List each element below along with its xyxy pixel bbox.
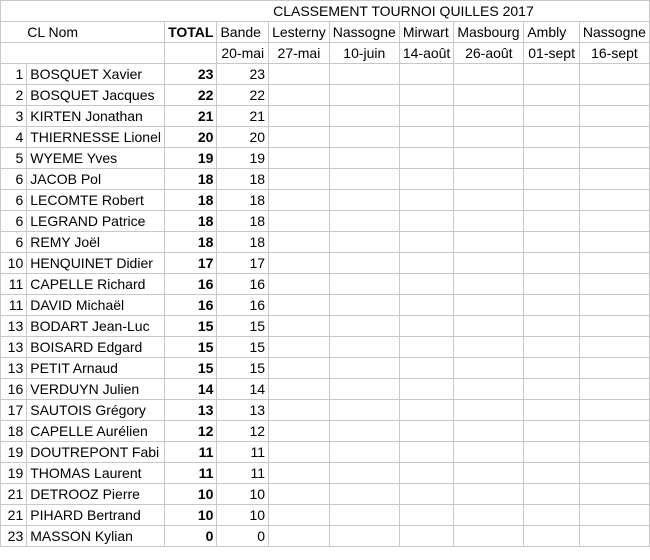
table-row (1, 169, 650, 190)
table-row (1, 484, 650, 505)
name-cell[interactable]: REMY Joël (27, 232, 165, 253)
empty-score-cell[interactable] (269, 484, 330, 505)
bande-score-cell[interactable]: 20 (217, 127, 269, 148)
table-row (1, 85, 650, 106)
empty-score-cell[interactable] (329, 211, 399, 232)
table-row (1, 316, 650, 337)
total-cell[interactable]: 16 (165, 274, 217, 295)
total-cell[interactable]: 14 (165, 379, 217, 400)
empty-score-cell[interactable] (329, 64, 399, 85)
table-row (1, 148, 650, 169)
empty-score-cell[interactable] (269, 169, 330, 190)
table-row (1, 526, 650, 547)
empty-score-cell[interactable] (454, 442, 524, 463)
empty-score-cell[interactable] (579, 127, 649, 148)
empty-score-cell[interactable] (579, 400, 649, 421)
total-cell[interactable]: 11 (165, 442, 217, 463)
rank-cell[interactable]: 1 (1, 64, 27, 85)
name-cell[interactable]: BODART Jean-Luc (27, 316, 165, 337)
col-header-date[interactable]: 01-sept (524, 43, 580, 64)
empty-score-cell[interactable] (329, 526, 399, 547)
empty-score-cell[interactable] (579, 211, 649, 232)
rank-cell[interactable]: 6 (1, 169, 27, 190)
empty-score-cell[interactable] (269, 295, 330, 316)
total-cell[interactable]: 17 (165, 253, 217, 274)
col-header-event[interactable]: Nassogne (579, 22, 649, 43)
bande-score-cell[interactable]: 15 (217, 358, 269, 379)
total-cell[interactable]: 18 (165, 169, 217, 190)
empty-score-cell[interactable] (399, 127, 453, 148)
total-cell[interactable]: 10 (165, 484, 217, 505)
empty-score-cell[interactable] (579, 106, 649, 127)
empty-score-cell[interactable] (579, 316, 649, 337)
empty-score-cell[interactable] (329, 232, 399, 253)
total-cell[interactable]: 0 (165, 526, 217, 547)
col-header-date[interactable]: 14-août (399, 43, 453, 64)
header-row-dates (1, 43, 650, 64)
sheet-title[interactable]: CLASSEMENT TOURNOI QUILLES 2017 (269, 1, 650, 22)
empty-score-cell[interactable] (579, 484, 649, 505)
empty-score-cell[interactable] (399, 358, 453, 379)
empty-score-cell[interactable] (524, 421, 580, 442)
empty-score-cell[interactable] (399, 463, 453, 484)
empty-score-cell[interactable] (524, 358, 580, 379)
empty-score-cell[interactable] (524, 505, 580, 526)
total-cell[interactable]: 20 (165, 127, 217, 148)
empty-score-cell[interactable] (454, 85, 524, 106)
table-row (1, 190, 650, 211)
cell[interactable] (1, 43, 27, 64)
empty-score-cell[interactable] (269, 505, 330, 526)
empty-score-cell[interactable] (524, 442, 580, 463)
name-cell[interactable]: CAPELLE Aurélien (27, 421, 165, 442)
empty-score-cell[interactable] (579, 526, 649, 547)
rank-cell[interactable]: 11 (1, 274, 27, 295)
rank-cell[interactable]: 16 (1, 379, 27, 400)
name-cell[interactable]: PIHARD Bertrand (27, 505, 165, 526)
empty-score-cell[interactable] (454, 379, 524, 400)
bande-score-cell[interactable]: 23 (217, 64, 269, 85)
empty-score-cell[interactable] (329, 190, 399, 211)
empty-score-cell[interactable] (579, 358, 649, 379)
empty-score-cell[interactable] (399, 169, 453, 190)
col-header-date[interactable]: 20-mai (217, 43, 269, 64)
bande-score-cell[interactable]: 11 (217, 442, 269, 463)
table-row (1, 400, 650, 421)
empty-score-cell[interactable] (524, 232, 580, 253)
rank-cell[interactable]: 6 (1, 211, 27, 232)
empty-score-cell[interactable] (269, 64, 330, 85)
empty-score-cell[interactable] (329, 274, 399, 295)
col-header-event[interactable]: Ambly (524, 22, 580, 43)
empty-score-cell[interactable] (329, 358, 399, 379)
total-cell[interactable]: 18 (165, 211, 217, 232)
empty-score-cell[interactable] (579, 379, 649, 400)
cell[interactable] (1, 22, 27, 43)
empty-score-cell[interactable] (269, 190, 330, 211)
bande-score-cell[interactable]: 22 (217, 85, 269, 106)
bande-score-cell[interactable]: 18 (217, 169, 269, 190)
empty-score-cell[interactable] (524, 316, 580, 337)
empty-score-cell[interactable] (399, 484, 453, 505)
name-cell[interactable]: BOISARD Edgard (27, 337, 165, 358)
rank-cell[interactable]: 19 (1, 463, 27, 484)
rank-cell[interactable]: 10 (1, 253, 27, 274)
bande-score-cell[interactable]: 21 (217, 106, 269, 127)
empty-score-cell[interactable] (454, 232, 524, 253)
col-header-event[interactable]: Bande (217, 22, 269, 43)
empty-score-cell[interactable] (269, 358, 330, 379)
total-cell[interactable]: 18 (165, 190, 217, 211)
name-cell[interactable]: HENQUINET Didier (27, 253, 165, 274)
total-cell[interactable]: 13 (165, 400, 217, 421)
empty-score-cell[interactable] (269, 421, 330, 442)
rank-cell[interactable]: 19 (1, 442, 27, 463)
empty-score-cell[interactable] (269, 253, 330, 274)
bande-score-cell[interactable]: 13 (217, 400, 269, 421)
bande-score-cell[interactable]: 16 (217, 295, 269, 316)
empty-score-cell[interactable] (454, 253, 524, 274)
name-cell[interactable]: BOSQUET Jacques (27, 85, 165, 106)
empty-score-cell[interactable] (579, 463, 649, 484)
empty-score-cell[interactable] (454, 505, 524, 526)
empty-score-cell[interactable] (269, 316, 330, 337)
name-cell[interactable]: LECOMTE Robert (27, 190, 165, 211)
empty-score-cell[interactable] (269, 337, 330, 358)
table-row (1, 106, 650, 127)
empty-score-cell[interactable] (399, 106, 453, 127)
empty-score-cell[interactable] (579, 295, 649, 316)
empty-score-cell[interactable] (454, 358, 524, 379)
empty-score-cell[interactable] (269, 232, 330, 253)
total-cell[interactable]: 11 (165, 463, 217, 484)
rank-cell[interactable]: 21 (1, 484, 27, 505)
empty-score-cell[interactable] (579, 232, 649, 253)
header-row-events (1, 22, 650, 43)
rank-cell[interactable]: 11 (1, 295, 27, 316)
empty-score-cell[interactable] (329, 295, 399, 316)
total-cell[interactable]: 15 (165, 316, 217, 337)
empty-score-cell[interactable] (524, 337, 580, 358)
empty-score-cell[interactable] (579, 421, 649, 442)
bande-score-cell[interactable]: 18 (217, 190, 269, 211)
empty-score-cell[interactable] (269, 148, 330, 169)
name-cell[interactable]: THOMAS Laurent (27, 463, 165, 484)
col-header-total[interactable]: TOTAL (165, 22, 217, 43)
bande-score-cell[interactable]: 12 (217, 421, 269, 442)
col-header-event[interactable]: Mirwart (399, 22, 453, 43)
name-cell[interactable]: JACOB Pol (27, 169, 165, 190)
rank-cell[interactable]: 17 (1, 400, 27, 421)
table-row (1, 295, 650, 316)
empty-score-cell[interactable] (454, 526, 524, 547)
table-row (1, 379, 650, 400)
col-header-date[interactable]: 10-juin (329, 43, 399, 64)
bande-score-cell[interactable]: 18 (217, 211, 269, 232)
empty-score-cell[interactable] (329, 253, 399, 274)
empty-score-cell[interactable] (524, 400, 580, 421)
cell[interactable] (1, 1, 27, 22)
name-cell[interactable]: KIRTEN Jonathan (27, 106, 165, 127)
col-header-event[interactable]: Nassogne (329, 22, 399, 43)
rank-cell[interactable]: 13 (1, 358, 27, 379)
empty-score-cell[interactable] (399, 526, 453, 547)
empty-score-cell[interactable] (269, 127, 330, 148)
bande-score-cell[interactable]: 18 (217, 232, 269, 253)
rank-cell[interactable]: 2 (1, 85, 27, 106)
col-header-date[interactable]: 16-sept (579, 43, 649, 64)
bande-score-cell[interactable]: 11 (217, 463, 269, 484)
rank-cell[interactable]: 23 (1, 526, 27, 547)
empty-score-cell[interactable] (329, 127, 399, 148)
empty-score-cell[interactable] (454, 274, 524, 295)
empty-score-cell[interactable] (269, 400, 330, 421)
table-row (1, 505, 650, 526)
empty-score-cell[interactable] (329, 85, 399, 106)
empty-score-cell[interactable] (269, 274, 330, 295)
table-row (1, 232, 650, 253)
col-header-event[interactable]: Lesterny (269, 22, 330, 43)
total-cell[interactable]: 22 (165, 85, 217, 106)
title-row (1, 1, 650, 22)
total-cell[interactable]: 15 (165, 358, 217, 379)
table-row (1, 337, 650, 358)
bande-score-cell[interactable]: 16 (217, 274, 269, 295)
empty-score-cell[interactable] (399, 295, 453, 316)
empty-score-cell[interactable] (399, 211, 453, 232)
cell[interactable] (165, 1, 217, 22)
empty-score-cell[interactable] (524, 211, 580, 232)
total-cell[interactable]: 15 (165, 337, 217, 358)
bande-score-cell[interactable]: 0 (217, 526, 269, 547)
table-row (1, 127, 650, 148)
empty-score-cell[interactable] (399, 85, 453, 106)
empty-score-cell[interactable] (399, 421, 453, 442)
empty-score-cell[interactable] (399, 442, 453, 463)
empty-score-cell[interactable] (579, 148, 649, 169)
empty-score-cell[interactable] (454, 421, 524, 442)
empty-score-cell[interactable] (399, 148, 453, 169)
col-header-date[interactable]: 26-août (454, 43, 524, 64)
table-row (1, 421, 650, 442)
empty-score-cell[interactable] (329, 421, 399, 442)
rank-cell[interactable]: 13 (1, 337, 27, 358)
name-cell[interactable]: DAVID Michaël (27, 295, 165, 316)
col-header-event[interactable]: Masbourg (454, 22, 524, 43)
empty-score-cell[interactable] (454, 106, 524, 127)
empty-score-cell[interactable] (524, 169, 580, 190)
cell[interactable] (27, 1, 165, 22)
empty-score-cell[interactable] (524, 379, 580, 400)
bande-score-cell[interactable]: 10 (217, 484, 269, 505)
empty-score-cell[interactable] (329, 400, 399, 421)
empty-score-cell[interactable] (399, 400, 453, 421)
empty-score-cell[interactable] (399, 316, 453, 337)
rank-cell[interactable]: 21 (1, 505, 27, 526)
total-cell[interactable]: 23 (165, 64, 217, 85)
name-cell[interactable]: DOUTREPONT Fabi (27, 442, 165, 463)
empty-score-cell[interactable] (524, 85, 580, 106)
empty-score-cell[interactable] (329, 484, 399, 505)
empty-score-cell[interactable] (579, 505, 649, 526)
empty-score-cell[interactable] (399, 64, 453, 85)
table-row (1, 358, 650, 379)
cell[interactable] (217, 1, 269, 22)
rank-cell[interactable]: 6 (1, 232, 27, 253)
empty-score-cell[interactable] (269, 526, 330, 547)
empty-score-cell[interactable] (579, 274, 649, 295)
total-cell[interactable]: 10 (165, 505, 217, 526)
empty-score-cell[interactable] (329, 169, 399, 190)
empty-score-cell[interactable] (524, 190, 580, 211)
empty-score-cell[interactable] (524, 295, 580, 316)
empty-score-cell[interactable] (399, 253, 453, 274)
empty-score-cell[interactable] (269, 463, 330, 484)
empty-score-cell[interactable] (329, 148, 399, 169)
empty-score-cell[interactable] (269, 106, 330, 127)
empty-score-cell[interactable] (524, 484, 580, 505)
name-cell[interactable]: BOSQUET Xavier (27, 64, 165, 85)
table-row (1, 253, 650, 274)
empty-score-cell[interactable] (269, 85, 330, 106)
bande-score-cell[interactable]: 10 (217, 505, 269, 526)
rank-cell[interactable]: 4 (1, 127, 27, 148)
empty-score-cell[interactable] (399, 274, 453, 295)
empty-score-cell[interactable] (454, 64, 524, 85)
col-header-cl-nom[interactable]: CL Nom (27, 22, 165, 43)
empty-score-cell[interactable] (269, 379, 330, 400)
empty-score-cell[interactable] (579, 253, 649, 274)
name-cell[interactable]: DETROOZ Pierre (27, 484, 165, 505)
empty-score-cell[interactable] (329, 316, 399, 337)
empty-score-cell[interactable] (524, 148, 580, 169)
name-cell[interactable]: PETIT Arnaud (27, 358, 165, 379)
bande-score-cell[interactable]: 15 (217, 337, 269, 358)
empty-score-cell[interactable] (454, 484, 524, 505)
empty-score-cell[interactable] (579, 442, 649, 463)
empty-score-cell[interactable] (524, 274, 580, 295)
empty-score-cell[interactable] (329, 442, 399, 463)
empty-score-cell[interactable] (524, 526, 580, 547)
empty-score-cell[interactable] (524, 127, 580, 148)
empty-score-cell[interactable] (399, 190, 453, 211)
table-row (1, 442, 650, 463)
bande-score-cell[interactable]: 19 (217, 148, 269, 169)
empty-score-cell[interactable] (454, 337, 524, 358)
empty-score-cell[interactable] (524, 253, 580, 274)
rank-cell[interactable]: 6 (1, 190, 27, 211)
empty-score-cell[interactable] (269, 211, 330, 232)
rank-cell[interactable]: 13 (1, 316, 27, 337)
cell[interactable] (27, 43, 165, 64)
empty-score-cell[interactable] (454, 169, 524, 190)
table-row (1, 64, 650, 85)
empty-score-cell[interactable] (524, 64, 580, 85)
empty-score-cell[interactable] (579, 169, 649, 190)
total-cell[interactable]: 21 (165, 106, 217, 127)
total-cell[interactable]: 18 (165, 232, 217, 253)
empty-score-cell[interactable] (524, 463, 580, 484)
empty-score-cell[interactable] (454, 316, 524, 337)
empty-score-cell[interactable] (454, 295, 524, 316)
name-cell[interactable]: SAUTOIS Grégory (27, 400, 165, 421)
rank-cell[interactable]: 3 (1, 106, 27, 127)
name-cell[interactable]: WYEME Yves (27, 148, 165, 169)
bande-score-cell[interactable]: 14 (217, 379, 269, 400)
name-cell[interactable]: LEGRAND Patrice (27, 211, 165, 232)
name-cell[interactable]: VERDUYN Julien (27, 379, 165, 400)
empty-score-cell[interactable] (454, 211, 524, 232)
empty-score-cell[interactable] (579, 190, 649, 211)
table-row (1, 274, 650, 295)
bande-score-cell[interactable]: 15 (217, 316, 269, 337)
name-cell[interactable]: CAPELLE Richard (27, 274, 165, 295)
empty-score-cell[interactable] (399, 505, 453, 526)
empty-score-cell[interactable] (399, 337, 453, 358)
name-cell[interactable]: MASSON Kylian (27, 526, 165, 547)
bande-score-cell[interactable]: 17 (217, 253, 269, 274)
empty-score-cell[interactable] (329, 463, 399, 484)
cell[interactable] (165, 43, 217, 64)
empty-score-cell[interactable] (269, 442, 330, 463)
empty-score-cell[interactable] (454, 127, 524, 148)
total-cell[interactable]: 12 (165, 421, 217, 442)
empty-score-cell[interactable] (329, 337, 399, 358)
total-cell[interactable]: 19 (165, 148, 217, 169)
rank-cell[interactable]: 18 (1, 421, 27, 442)
empty-score-cell[interactable] (454, 400, 524, 421)
empty-score-cell[interactable] (454, 148, 524, 169)
empty-score-cell[interactable] (399, 232, 453, 253)
table-row (1, 463, 650, 484)
empty-score-cell[interactable] (579, 85, 649, 106)
empty-score-cell[interactable] (579, 64, 649, 85)
empty-score-cell[interactable] (329, 379, 399, 400)
empty-score-cell[interactable] (579, 337, 649, 358)
total-cell[interactable]: 16 (165, 295, 217, 316)
empty-score-cell[interactable] (454, 190, 524, 211)
empty-score-cell[interactable] (329, 505, 399, 526)
empty-score-cell[interactable] (329, 106, 399, 127)
table-row (1, 211, 650, 232)
empty-score-cell[interactable] (399, 379, 453, 400)
empty-score-cell[interactable] (454, 463, 524, 484)
rank-cell[interactable]: 5 (1, 148, 27, 169)
col-header-date[interactable]: 27-mai (269, 43, 330, 64)
name-cell[interactable]: THIERNESSE Lionel (27, 127, 165, 148)
empty-score-cell[interactable] (524, 106, 580, 127)
